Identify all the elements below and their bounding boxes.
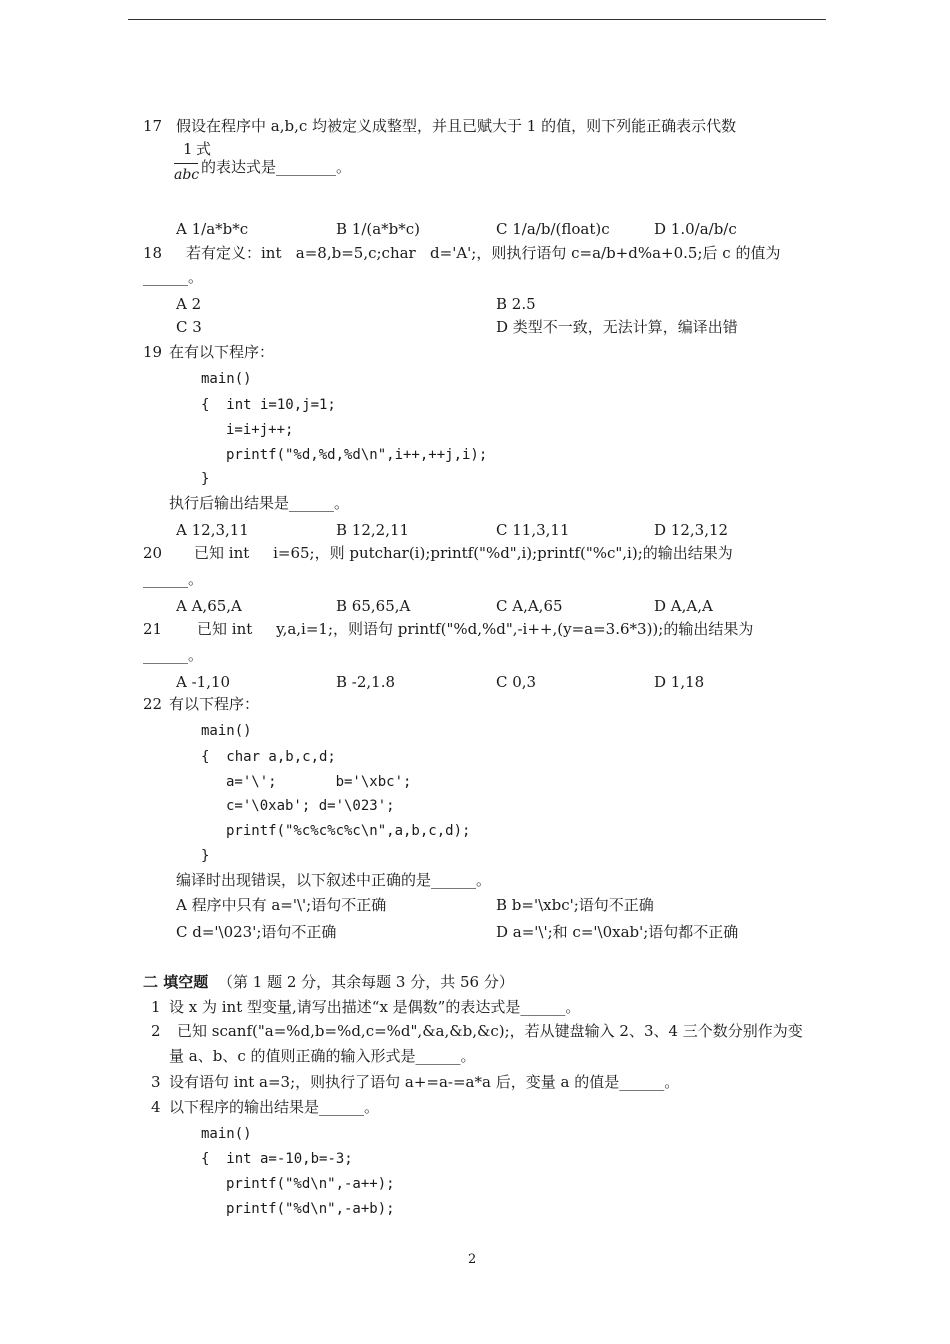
section2-title: 二 填空题 xyxy=(143,973,209,991)
section2-note: （第 1 题 2 分，其余每题 3 分，共 56 分） xyxy=(218,973,514,991)
q19-after-text: 执行后输出结果是______。 xyxy=(169,494,350,512)
q18-number: 18 xyxy=(143,244,163,262)
q17-fraction-line xyxy=(174,163,198,164)
fill-item-text: 设有语句 int a=3;，则执行了语句 a+=a-=a*a 后，变量 a 的值是______。 xyxy=(169,1073,680,1091)
q17-fraction-numerator: 1 xyxy=(183,140,193,158)
q21-option-a: A -1,10 xyxy=(176,673,231,691)
q17-fraction-denominator: abc xyxy=(174,167,200,183)
q18-option-d: D 类型不一致，无法计算，编译出错 xyxy=(496,318,738,336)
fill-code-line: main() xyxy=(201,1126,252,1142)
q17-option-b: B 1/(a*b*c) xyxy=(336,220,421,238)
q19-text: 在有以下程序： xyxy=(169,343,275,361)
fill-item-number: 2 xyxy=(151,1022,161,1040)
q22-text: 有以下程序： xyxy=(169,695,260,713)
q22-code-line: main() xyxy=(201,723,252,739)
q22-number: 22 xyxy=(143,695,163,713)
fill-code-line: printf("%d\n",-a++); xyxy=(226,1176,395,1192)
q22-option-b: B b='\xbc';语句不正确 xyxy=(496,896,654,914)
q19-option-d: D 12,3,12 xyxy=(654,521,729,539)
q19-option-b: B 12,2,11 xyxy=(336,521,410,539)
q17-option-c: C 1/a/b/(float)c xyxy=(496,220,610,238)
q20-text: 已知 int i=65;，则 putchar(i);printf("%d",i);printf("%c",i);的输出结果为 xyxy=(194,544,733,562)
q22-code-line: { char a,b,c,d; xyxy=(201,749,336,765)
q22-code-line: c='\0xab'; d='\023'; xyxy=(226,798,395,814)
q22-option-d: D a='\';和 c='\0xab';语句都不正确 xyxy=(496,923,739,941)
header-rule xyxy=(128,19,826,20)
page-number: 2 xyxy=(468,1252,477,1267)
q19-option-a: A 12,3,11 xyxy=(176,521,249,539)
q18-option-c: C 3 xyxy=(176,318,202,336)
q20-option-d: D A,A,A xyxy=(654,597,713,615)
q19-option-c: C 11,3,11 xyxy=(496,521,570,539)
q22-after-text: 编译时出现错误，以下叙述中正确的是______。 xyxy=(176,871,492,889)
fill-code-line: { int a=-10,b=-3; xyxy=(201,1151,353,1167)
q17-option-d: D 1.0/a/b/c xyxy=(654,220,737,238)
q22-code-line: } xyxy=(201,848,210,864)
q18-text: 若有定义：int a=8,b=5,c;char d='A';，则执行语句 c=a/b+d%a+0.5;后 c 的值为 xyxy=(186,244,781,262)
q20-option-b: B 65,65,A xyxy=(336,597,411,615)
fill-item-text: 以下程序的输出结果是______。 xyxy=(169,1098,380,1116)
q17-text-line2: 的表达式是________。 xyxy=(201,158,352,176)
fill-code-line: printf("%d\n",-a+b); xyxy=(226,1201,395,1217)
fill-item-number: 4 xyxy=(151,1098,161,1116)
q19-code-line: i=i+j++; xyxy=(226,422,294,438)
fill-item-number: 3 xyxy=(151,1073,161,1091)
q21-number: 21 xyxy=(143,620,163,638)
fill-item-number: 1 xyxy=(151,998,161,1016)
q17-option-a: A 1/a*b*c xyxy=(176,220,249,238)
q19-code-line: main() xyxy=(201,371,252,387)
q20-text-line2: ______。 xyxy=(143,570,204,588)
q22-option-c: C d='\023';语句不正确 xyxy=(176,923,337,941)
q20-number: 20 xyxy=(143,544,163,562)
q19-code-line: } xyxy=(201,471,210,487)
q21-option-b: B -2,1.8 xyxy=(336,673,396,691)
fill-item-text: 已知 scanf("a=%d,b=%d,c=%d",&a,&b,&c);，若从键盘输入 2、3、4 三个数分别作为变 xyxy=(177,1022,803,1040)
q21-text: 已知 int y,a,i=1;，则语句 printf("%d,%d",-i++,(y=a=3.6*3));的输出结果为 xyxy=(197,620,754,638)
q22-code-line: printf("%c%c%c%c\n",a,b,c,d); xyxy=(226,823,471,839)
q20-option-c: C A,A,65 xyxy=(496,597,563,615)
q21-option-c: C 0,3 xyxy=(496,673,537,691)
q21-option-d: D 1,18 xyxy=(654,673,705,691)
fill-item-text: 设 x 为 int 型变量,请写出描述“x 是偶数”的表达式是______。 xyxy=(169,998,581,1016)
q18-option-a: A 2 xyxy=(176,295,202,313)
q22-option-a: A 程序中只有 a='\';语句不正确 xyxy=(176,896,387,914)
q21-text-line2: ______。 xyxy=(143,646,204,664)
fill-item-text-line2: 量 a、b、c 的值则正确的输入形式是______。 xyxy=(169,1047,476,1065)
q22-code-line: a='\'; b='\xbc'; xyxy=(226,774,412,790)
q17-number: 17 xyxy=(143,117,163,135)
q19-code-line: printf("%d,%d,%d\n",i++,++j,i); xyxy=(226,447,488,463)
q18-text-line2: ______。 xyxy=(143,268,204,286)
q20-option-a: A A,65,A xyxy=(176,597,242,615)
q19-code-line: { int i=10,j=1; xyxy=(201,397,336,413)
q17-text: 假设在程序中 a,b,c 均被定义成整型，并且已赋大于 1 的值，则下列能正确表示代数 xyxy=(176,117,737,135)
q18-option-b: B 2.5 xyxy=(496,295,536,313)
q19-number: 19 xyxy=(143,343,163,361)
q17-text-suffix: 式 xyxy=(196,140,212,158)
